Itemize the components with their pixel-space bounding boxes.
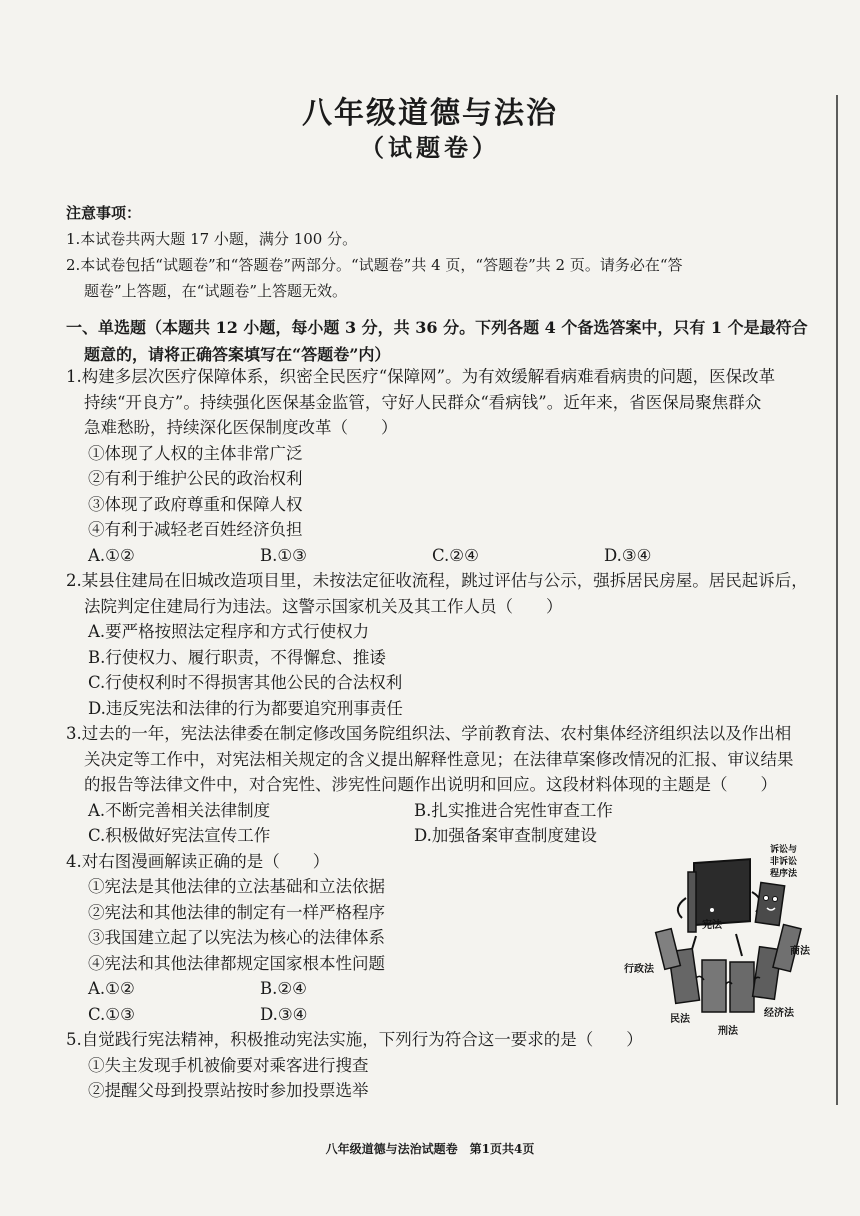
statement-item: ④宪法和其他法律都规定国家根本性问题 [88, 953, 385, 973]
page-title: 八年级道德与法治 [302, 96, 558, 131]
label-civil-law: 民法 [670, 1014, 690, 1025]
choice-a: A.①② [88, 979, 135, 998]
choice-c: C.行使权利时不得损害其他公民的合法权利 [88, 673, 403, 692]
statement-item: ①失主发现手机被偷要对乘客进行搜查 [88, 1055, 369, 1075]
question-1 [66, 364, 836, 568]
question-stem: 3.过去的一年，宪法法律委在制定修改国务院组织法、学前教育法、农村集体经济组织法以及作出相 [66, 724, 792, 743]
statement-item: ②宪法和其他法律的制定有一样严格程序 [88, 902, 385, 922]
section-heading [66, 314, 836, 368]
question-stem: 法院判定住建局行为违法。这警示国家机关及其工作人员（ ） [84, 596, 563, 616]
choice-a: A.①② [88, 545, 135, 565]
law-system-cartoon [624, 838, 824, 1038]
question-4 [66, 849, 626, 1028]
page-footer: 八年级道德与法治试题卷 第1页共4页 [325, 1142, 535, 1156]
choice-b: B.行使权力、履行职责，不得懈怠、推诿 [88, 647, 386, 667]
label-economic-law: 经济法 [764, 1008, 794, 1019]
choice-c: C.积极做好宪法宣传工作 [88, 826, 271, 845]
choice-row [66, 543, 836, 569]
question-stem: 5.自觉践行宪法精神，积极推动宪法实施，下列行为符合这一要求的是（ ） [66, 1030, 643, 1049]
label-procedure-law-1: 诉讼与 [770, 845, 798, 855]
question-stem: 持续“开良方”。持续强化医保基金监管，守好人民群众“看病钱”。近年来，省医保局聚焦群众 [84, 392, 762, 412]
question-stem: 急难愁盼，持续深化医保制度改革（ ） [84, 418, 398, 437]
constitution-book [678, 859, 760, 956]
notice-item: 1.本试卷共两大题 17 小题，满分 100 分。 [66, 230, 358, 248]
notice-item: 2.本试卷包括“试题卷”和“答题卷”两部分。“试题卷”共 4 页，“答题卷”共 2 页。请务必在“答 [66, 256, 683, 274]
question-stem: 的报告等法律文件中，对合宪性、涉宪性问题作出说明和回应。这段材料体现的主题是（ ） [84, 775, 777, 794]
label-procedure-law-3: 程序法 [770, 869, 798, 879]
page-subtitle: （试题卷） [360, 133, 500, 162]
law-books-ring [656, 924, 801, 1012]
section-heading-line: 题意的，请将正确答案填写在“答题卷”内） [84, 345, 391, 364]
question-2 [66, 568, 836, 721]
statement-item: ④有利于减轻老百姓经济负担 [88, 520, 303, 539]
choice-a: A.要严格按照法定程序和方式行使权力 [88, 622, 370, 641]
label-commercial-law: 商法 [790, 946, 810, 957]
question-5 [66, 1027, 836, 1104]
procedure-law-book [755, 883, 784, 926]
choice-row [66, 798, 836, 824]
choice-c: C.②④ [432, 545, 479, 565]
choice-d: D.加强备案审查制度建设 [414, 826, 597, 845]
question-stem: 4.对右图漫画解读正确的是（ ） [66, 851, 330, 871]
notice-block [66, 200, 832, 304]
label-constitution: 宪法 [702, 920, 722, 931]
choice-row [66, 1002, 626, 1028]
question-stem: 2.某县住建局在旧城改造项目里，未按法定征收流程，跳过评估与公示，强拆居民房屋。居民起诉后， [66, 571, 808, 590]
notice-heading: 注意事项： [66, 204, 142, 222]
question-stem: 关决定等工作中，对宪法相关规定的含义提出解释性意见；在法律草案修改情况的汇报、审议结果 [84, 749, 794, 769]
statement-item: ②有利于维护公民的政治权利 [88, 469, 303, 488]
choice-a: A.不断完善相关法律制度 [88, 800, 271, 820]
choice-b: B.扎实推进合宪性审查工作 [414, 800, 613, 820]
statement-item: ①体现了人权的主体非常广泛 [88, 443, 303, 463]
choice-b: B.②④ [260, 979, 307, 998]
scan-edge-line [836, 95, 838, 1105]
section-heading-line: 一、单选题（本题共 12 小题，每小题 3 分，共 36 分。下列各题 4 个备选答案中，只有 1 个是最符合 [66, 318, 808, 337]
label-administrative-law: 行政法 [624, 964, 654, 975]
statement-item: ①宪法是其他法律的立法基础和立法依据 [88, 877, 385, 896]
notice-item-cont: 题卷”上答题，在“试题卷”上答题无效。 [84, 282, 348, 300]
label-procedure-law-2: 非诉讼 [770, 857, 798, 867]
choice-d: D.③④ [604, 545, 652, 565]
label-criminal-law: 刑法 [718, 1026, 738, 1037]
choice-c: C.①③ [88, 1004, 135, 1024]
choice-d: D.③④ [260, 1004, 308, 1024]
choice-d: D.违反宪法和法律的行为都要追究刑事责任 [88, 698, 403, 718]
question-3 [66, 721, 836, 849]
statement-item: ②提醒父母到投票站按时参加投票选举 [88, 1081, 369, 1100]
choice-b: B.①③ [260, 545, 307, 565]
statement-item: ③体现了政府尊重和保障人权 [88, 494, 303, 514]
choice-row [66, 976, 626, 1002]
statement-item: ③我国建立起了以宪法为核心的法律体系 [88, 928, 385, 947]
question-stem: 1.构建多层次医疗保障体系，织密全民医疗“保障网”。为有效缓解看病难看病贵的问题，医保改革 [66, 367, 776, 386]
cartoon-image [624, 838, 824, 1038]
